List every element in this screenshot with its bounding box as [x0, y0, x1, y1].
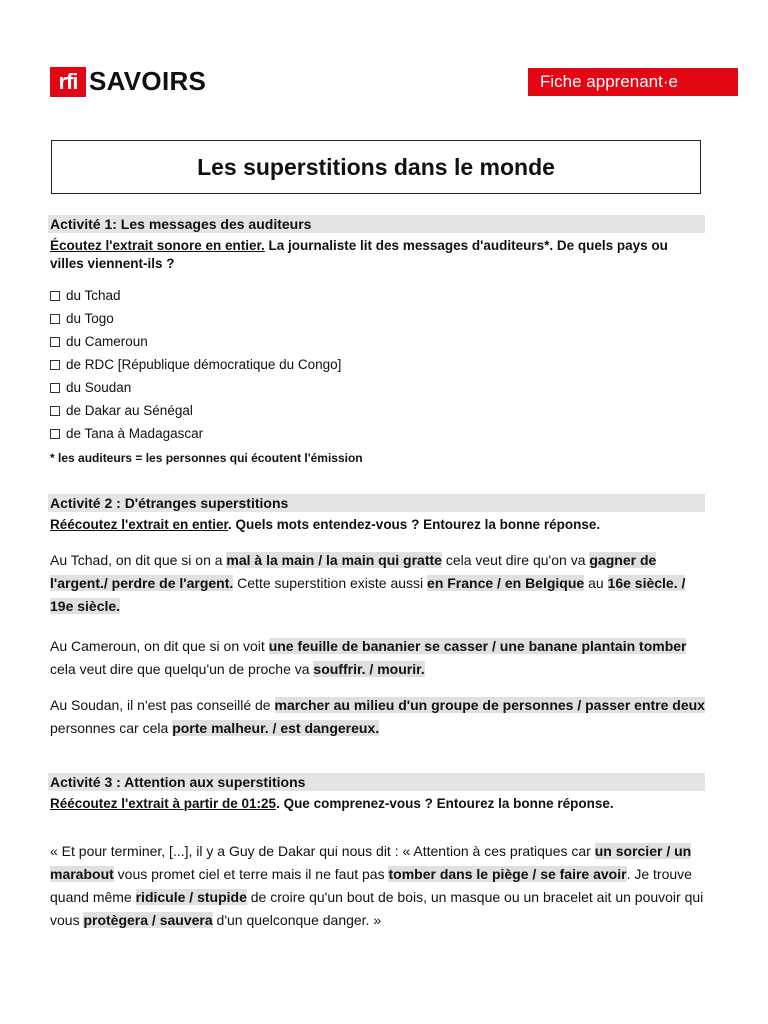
text-span: d'un quelconque danger. » — [212, 912, 382, 928]
text-span: Au Tchad, on dit que si on a — [50, 552, 227, 568]
answer-choice[interactable]: un sorcier / un marabout — [50, 843, 692, 882]
answer-choice[interactable]: tomber dans le piège / se faire avoir — [388, 866, 627, 882]
activity2-paragraph-2 — [50, 635, 710, 681]
option-item[interactable] — [50, 422, 341, 445]
checkbox-icon[interactable] — [50, 383, 60, 393]
checkbox-icon[interactable] — [50, 291, 60, 301]
option-label: de Tana à Madagascar — [66, 425, 204, 441]
brand-header — [50, 66, 206, 97]
answer-choice[interactable]: ridicule / stupide — [135, 889, 247, 905]
activity2-paragraph-3 — [50, 694, 710, 740]
option-label: du Tchad — [66, 287, 121, 303]
text-span: Au Cameroun, on dit que si on voit — [50, 638, 269, 654]
footnote: * les auditeurs = les personnes qui écoutent l'émission — [50, 451, 363, 465]
activity1-instruction-text: La journaliste lit des messages d'auditeurs*. De quels pays ou villes viennent-ils ? — [50, 238, 668, 271]
text-span: vous promet ciel et terre mais il ne faut pas — [113, 866, 389, 882]
text-span: personnes car cela — [50, 720, 173, 736]
option-label: du Soudan — [66, 379, 132, 395]
sheet-type-badge: Fiche apprenant·e — [528, 68, 738, 96]
rfi-logo: rfi — [50, 67, 86, 97]
answer-choice[interactable]: protègera / sauvera — [83, 912, 213, 928]
activity3-instruction — [50, 795, 705, 813]
answer-choice[interactable]: 16e siècle. / 19e siècle. — [50, 575, 686, 614]
answer-choice[interactable]: marcher au milieu d'un groupe de personnes / passer entre deux — [274, 697, 705, 713]
answer-choice[interactable]: porte malheur. / est dangereux. — [172, 720, 380, 736]
option-label: du Cameroun — [66, 333, 148, 349]
option-label: du Togo — [66, 310, 114, 326]
option-item[interactable] — [50, 376, 341, 399]
activity3-instruction-underlined: Réécoutez l'extrait à partir de 01:25 — [50, 796, 277, 811]
option-label: de Dakar au Sénégal — [66, 402, 193, 418]
text-span: . Je trouve quand même — [50, 866, 692, 905]
activity3-title: Activité 3 : Attention aux superstitions — [48, 773, 705, 791]
option-item[interactable] — [50, 307, 341, 330]
page-title: Les superstitions dans le monde — [51, 140, 701, 194]
text-span: cela veut dire qu'on va — [441, 552, 590, 568]
activity3-instruction-text: . Que comprenez-vous ? Entourez la bonne réponse. — [276, 796, 614, 811]
activity2-title: Activité 2 : D'étranges superstitions — [48, 494, 705, 512]
answer-choice[interactable]: souffrir. / mourir. — [313, 661, 425, 677]
option-item[interactable] — [50, 330, 341, 353]
activity2-paragraph-1 — [50, 549, 710, 618]
answer-choice[interactable]: gagner de l'argent./ perdre de l'argent. — [50, 552, 657, 591]
checkbox-icon[interactable] — [50, 337, 60, 347]
answer-choice[interactable]: une feuille de bananier se casser / une banane plantain tomber — [268, 638, 687, 654]
option-item[interactable] — [50, 399, 341, 422]
text-span: au — [584, 575, 608, 591]
text-span: « Et pour terminer, [...], il y a Guy de Dakar qui nous dit : « Attention à ces pratiques car — [50, 843, 595, 859]
option-item[interactable] — [50, 284, 341, 307]
activity3-paragraph — [50, 840, 710, 932]
savoirs-logo-text: SAVOIRS — [89, 66, 207, 96]
activity2-instruction-text: . Quels mots entendez-vous ? Entourez la bonne réponse. — [228, 517, 601, 532]
activity1-instruction-underlined: Écoutez l'extrait sonore en entier. — [50, 238, 265, 253]
option-label: de RDC [République démocratique du Congo] — [66, 356, 342, 372]
checkbox-icon[interactable] — [50, 360, 60, 370]
answer-choice[interactable]: mal à la main / la main qui gratte — [226, 552, 442, 568]
checkbox-icon[interactable] — [50, 429, 60, 439]
activity2-instruction-underlined: Réécoutez l'extrait en entier — [50, 517, 229, 532]
text-span: Cette superstition existe aussi — [233, 575, 428, 591]
text-span: de croire qu'un bout de bois, un masque ou un bracelet ait un pouvoir qui vous — [50, 889, 704, 928]
option-item[interactable] — [50, 353, 341, 376]
activity1-instruction — [50, 237, 705, 273]
checkbox-icon[interactable] — [50, 406, 60, 416]
text-span: cela veut dire que quelqu'un de proche va — [50, 661, 314, 677]
answer-choice[interactable]: en France / en Belgique — [427, 575, 585, 591]
country-options-list — [50, 284, 341, 445]
text-span: Au Soudan, il n'est pas conseillé de — [50, 697, 275, 713]
checkbox-icon[interactable] — [50, 314, 60, 324]
activity2-instruction — [50, 516, 705, 534]
activity1-title: Activité 1: Les messages des auditeurs — [48, 215, 705, 233]
